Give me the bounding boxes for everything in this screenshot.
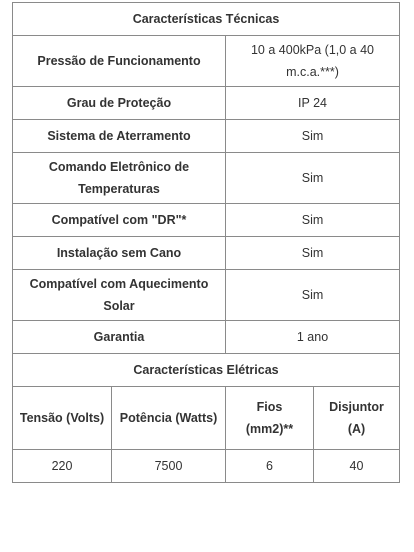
electrical-header-row xyxy=(13,354,400,387)
row-value: Sim xyxy=(226,237,400,270)
row-label: Grau de Proteção xyxy=(13,87,226,120)
row-label: Garantia xyxy=(13,321,226,354)
power-value: 7500 xyxy=(112,450,226,483)
table-row xyxy=(13,450,400,483)
row-label: Pressão de Funcionamento xyxy=(13,36,226,87)
column-header-power: Potência (Watts) xyxy=(112,387,226,450)
table-row xyxy=(13,120,400,153)
table-row xyxy=(13,321,400,354)
table-row xyxy=(13,87,400,120)
voltage-value: 220 xyxy=(13,450,112,483)
electrical-title: Características Elétricas xyxy=(13,354,400,387)
technical-header-row xyxy=(13,3,400,36)
row-value: Sim xyxy=(226,270,400,321)
specifications-table xyxy=(12,2,400,483)
row-value: IP 24 xyxy=(226,87,400,120)
table-row xyxy=(13,204,400,237)
column-header-voltage: Tensão (Volts) xyxy=(13,387,112,450)
row-label: Comando Eletrônico de Temperaturas xyxy=(13,153,226,204)
table-row xyxy=(13,270,400,321)
table-row xyxy=(13,153,400,204)
row-label: Instalação sem Cano xyxy=(13,237,226,270)
technical-title: Características Técnicas xyxy=(13,3,400,36)
row-value: 1 ano xyxy=(226,321,400,354)
wires-value: 6 xyxy=(226,450,314,483)
row-label: Sistema de Aterramento xyxy=(13,120,226,153)
table-row xyxy=(13,36,400,87)
column-header-wires: Fios (mm2)** xyxy=(226,387,314,450)
row-label: Compatível com Aquecimento Solar xyxy=(13,270,226,321)
row-value: Sim xyxy=(226,204,400,237)
breaker-value: 40 xyxy=(314,450,400,483)
row-value: Sim xyxy=(226,153,400,204)
electrical-column-headers xyxy=(13,387,400,450)
table-row xyxy=(13,237,400,270)
column-header-breaker: Disjuntor (A) xyxy=(314,387,400,450)
row-label: Compatível com "DR"* xyxy=(13,204,226,237)
row-value: Sim xyxy=(226,120,400,153)
row-value: 10 a 400kPa (1,0 a 40 m.c.a.***) xyxy=(226,36,400,87)
